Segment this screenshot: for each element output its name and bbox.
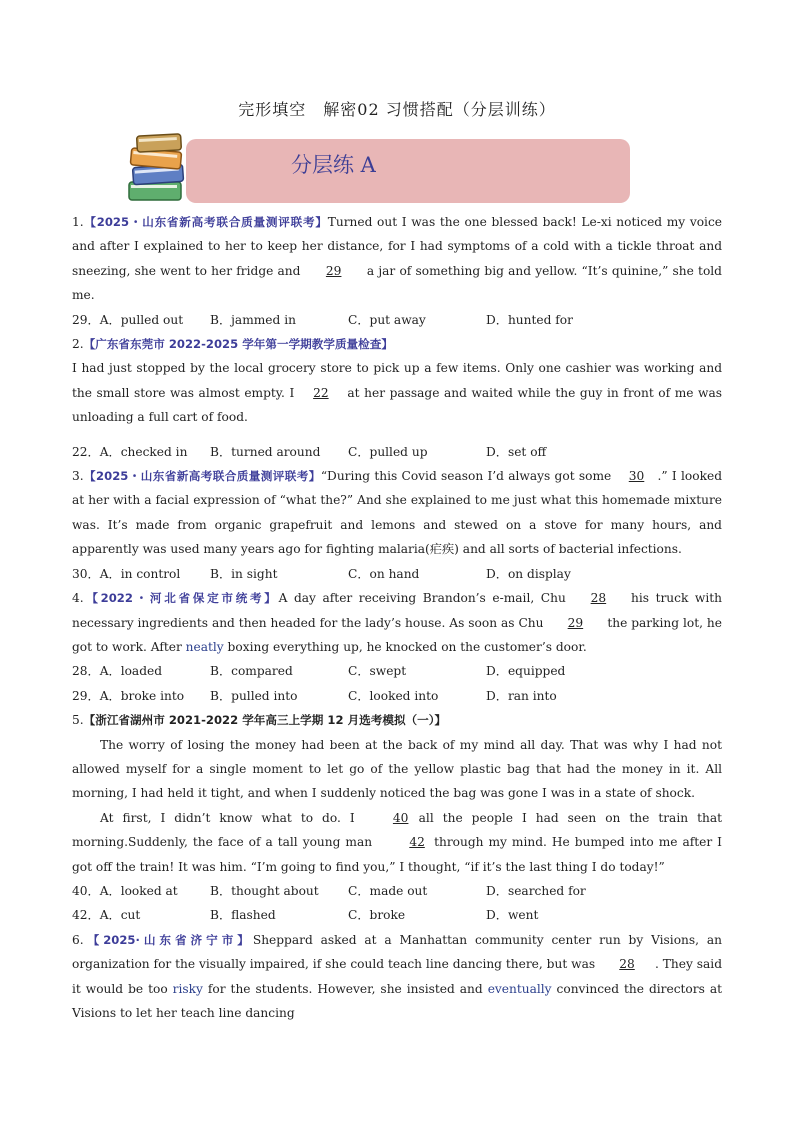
option-b: B．compared xyxy=(210,664,293,679)
options-row xyxy=(72,684,722,708)
option-b: B．pulled into xyxy=(210,688,298,703)
passage-text: the parking lot, he got to work. After xyxy=(72,615,722,654)
passage-paragraph: The worry of losing the money had been at the back of my mind all day. That was why I had not allowed myself for a single moment to let go of the yellow plastic bag that had the money in it. All morning, I had held it tight, and when I suddenly noticed the bag was gone I was in a state of shock. xyxy=(72,737,722,801)
option-c: C．on hand xyxy=(348,566,420,581)
passage-text: at her passage and waited while the guy in front of me was unloading a full cart of food. xyxy=(72,385,722,425)
passage-text: Turned out I was the one blessed back! Le-xi noticed my voice and after I explained to her to keep her distance, for I had symptoms of a cold with a tickle throat and sneezing, she went to her fridge and xyxy=(72,215,722,278)
option-d: D．set off xyxy=(486,444,547,459)
option-b: B．jammed in xyxy=(210,312,296,327)
section-banner xyxy=(186,139,630,203)
passage-text: for the students. However, she insisted and xyxy=(202,981,488,996)
passage-text: boxing everything up, he knocked on the customer’s door. xyxy=(223,639,587,654)
question-source: 【广东省东莞市 2022-2025 学年第一学期教学质量检查】 xyxy=(83,337,393,352)
question-number: 1. xyxy=(72,215,84,229)
passage-text: all the people I had seen on the train that morning.Suddenly, the face of a tall young man xyxy=(72,810,722,850)
option-number: 29．A．broke into xyxy=(72,688,185,703)
books-icon xyxy=(125,132,187,204)
blank: 42 xyxy=(409,835,425,850)
highlighted-word: risky xyxy=(172,981,203,996)
passage-text: I had just stopped by the local grocery store to pick up a few items. Only one cashier was working and the small store was almost empty. I xyxy=(72,361,722,400)
passage-text: “During this Covid season I’d always got some xyxy=(320,469,616,484)
question-2 xyxy=(72,332,722,464)
question-number: 2. xyxy=(72,337,84,352)
highlighted-word: eventually xyxy=(487,981,552,996)
passage-text: .” I looked at her with a facial expression of “what the?” And she explained to me just what this homemade mixture was. It’s made from organic grapefruit and lemons and stewed on a stove for many hours, and apparently was used many years ago for fighting malaria(疟疾) and all sorts of bacterial infections. xyxy=(72,469,722,557)
question-source: 【2025・山东省新高考联合质量测评联考】 xyxy=(83,469,321,484)
highlighted-word: neatly xyxy=(185,639,224,654)
passage-text: a jar of something big and yellow. “It’s quinine,” she told me. xyxy=(72,263,722,303)
question-source: 【2025·山东省济宁市】 xyxy=(83,932,253,947)
option-c: C．swept xyxy=(348,664,407,679)
section-label: 分层练 A xyxy=(291,153,376,177)
question-number: 5. xyxy=(72,713,84,728)
passage-text: At first, I didn’t know what to do. I xyxy=(100,810,364,825)
options-row xyxy=(72,879,722,903)
option-d: D．searched for xyxy=(486,883,586,898)
option-d: D．ran into xyxy=(486,688,557,703)
option-number: 29．A．pulled out xyxy=(72,312,184,327)
question-6 xyxy=(72,928,722,1026)
question-number: 4. xyxy=(72,591,84,606)
blank: 40 xyxy=(392,810,409,825)
passage-text: his truck with necessary ingredients and then headed for the lady’s house. As soon as Chu xyxy=(72,591,723,630)
question-4 xyxy=(72,586,722,708)
passage-text: Sheppard asked at a Manhattan community center run by Visions, an organization for the visually impaired, if she could teach line dancing there, but was xyxy=(72,932,722,972)
question-content xyxy=(72,210,722,1025)
passage-text: . They said it would be too xyxy=(72,957,723,996)
option-b: B．thought about xyxy=(210,883,319,898)
option-number: 40．A．looked at xyxy=(72,883,178,898)
options-row xyxy=(72,659,722,683)
passage-text: convinced the directors at Visions to let her teach line dancing xyxy=(72,981,722,1020)
options-row xyxy=(72,308,722,332)
options-row xyxy=(72,440,722,464)
option-c: C．put away xyxy=(348,312,426,327)
question-number: 3. xyxy=(72,469,84,484)
option-number: 42．A．cut xyxy=(72,908,141,923)
option-c: C．looked into xyxy=(348,688,439,703)
question-1 xyxy=(72,210,722,332)
blank: 22 xyxy=(313,385,329,400)
options-row xyxy=(72,562,722,586)
question-3 xyxy=(72,464,722,586)
option-number: 28．A．loaded xyxy=(72,664,163,679)
blank: 29 xyxy=(325,263,342,278)
question-source: 【2022・河北省保定市统考】 xyxy=(83,591,279,606)
passage-text: A day after receiving Brandon’s e-mail, Chu xyxy=(278,591,573,606)
question-source: 【2025・山东省新高考联合质量测评联考】 xyxy=(83,215,328,229)
options-row xyxy=(72,903,722,927)
blank: 28 xyxy=(619,957,635,972)
blank: 29 xyxy=(567,615,584,630)
option-c: C．made out xyxy=(348,883,428,898)
question-source: 【浙江省湖州市 2021-2022 学年高三上学期 12 月选考模拟（一）】 xyxy=(83,713,447,728)
blank: 30 xyxy=(628,469,645,484)
option-d: D．went xyxy=(486,908,539,923)
option-d: D．equipped xyxy=(486,664,566,679)
option-c: C．pulled up xyxy=(348,444,428,459)
option-number: 22．A．checked in xyxy=(72,444,188,459)
passage-text: through my mind. He bumped into me after I got off the train! It was him. “I’m going to find you,” I thought, “if it’s the last thing I do today!” xyxy=(72,835,722,874)
question-5 xyxy=(72,708,722,928)
option-b: B．turned around xyxy=(210,444,321,459)
option-b: B．flashed xyxy=(210,908,276,923)
option-d: D．on display xyxy=(486,566,571,581)
blank: 28 xyxy=(590,591,607,606)
document-title: 完形填空 解密02 习惯搭配（分层训练） xyxy=(238,100,556,119)
option-number: 30．A．in control xyxy=(72,566,181,581)
option-b: B．in sight xyxy=(210,566,278,581)
option-d: D．hunted for xyxy=(486,312,573,327)
option-c: C．broke xyxy=(348,908,406,923)
question-number: 6. xyxy=(72,932,84,947)
